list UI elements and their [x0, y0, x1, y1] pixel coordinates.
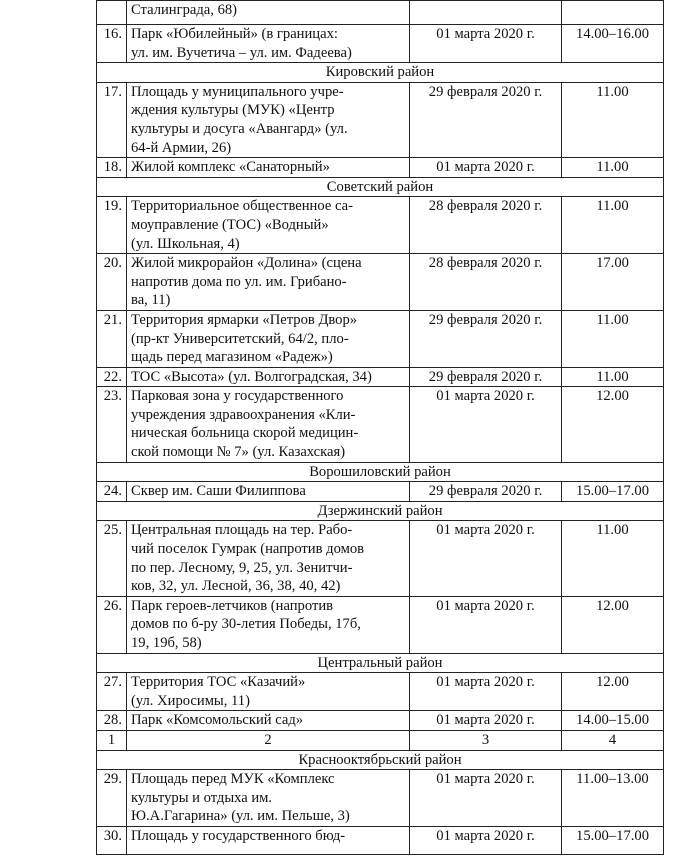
location-cell: Площадь у муниципального учре- ждения культуры (МУК) «Центр культуры и досуга «Авангард» (ул. 64-й Армии, 26)	[127, 82, 410, 157]
location-cell: Центральная площадь на тер. Рабо- чий поселок Гумрак (напротив домов по пер. Лесному, 9, 25, ул. Зенитчи- ков, 32, ул. Лесной, 36, 38, 40, 42)	[127, 521, 410, 596]
row-number-cell: 29.	[97, 770, 127, 827]
district-name: Краснооктябрьский район	[97, 750, 664, 770]
column-number-cell: 2	[127, 730, 410, 750]
district-name: Ворошиловский район	[97, 462, 664, 482]
row-number-cell: 25.	[97, 521, 127, 596]
location-cell: Территория ТОС «Казачий» (ул. Хиросимы, 11)	[127, 673, 410, 711]
row-number-cell: 24.	[97, 482, 127, 502]
date-cell: 29 февраля 2020 г.	[410, 367, 562, 387]
district-name: Центральный район	[97, 653, 664, 673]
time-cell: 17.00	[562, 254, 664, 311]
date-cell: 28 февраля 2020 г.	[410, 254, 562, 311]
row-number-cell: 19.	[97, 197, 127, 254]
date-cell: 01 марта 2020 г.	[410, 25, 562, 63]
location-cell: ТОС «Высота» (ул. Волгоградская, 34)	[127, 367, 410, 387]
date-cell: 28 февраля 2020 г.	[410, 197, 562, 254]
events-schedule-table	[96, 0, 664, 855]
district-name: Советский район	[97, 177, 664, 197]
table-row	[97, 158, 664, 178]
date-cell: 01 марта 2020 г.	[410, 711, 562, 731]
table-row	[97, 25, 664, 63]
date-cell: 29 февраля 2020 г.	[410, 310, 562, 367]
column-number-cell: 3	[410, 730, 562, 750]
table-row	[97, 82, 664, 157]
time-cell: 11.00	[562, 521, 664, 596]
location-cell: Парк «Юбилейный» (в границах: ул. им. Вучетича – ул. им. Фадеева)	[127, 25, 410, 63]
row-number-cell: 21.	[97, 310, 127, 367]
table-row	[97, 254, 664, 311]
row-number-cell: 30.	[97, 826, 127, 854]
row-number-cell: 18.	[97, 158, 127, 178]
date-cell: 01 марта 2020 г.	[410, 770, 562, 827]
row-number-cell: 17.	[97, 82, 127, 157]
date-cell: 29 февраля 2020 г.	[410, 482, 562, 502]
date-cell: 01 марта 2020 г.	[410, 596, 562, 653]
time-cell: 11.00	[562, 82, 664, 157]
district-row	[97, 63, 664, 83]
table-body	[97, 1, 664, 855]
time-cell: 14.00–15.00	[562, 711, 664, 731]
column-number-cell: 1	[97, 730, 127, 750]
location-cell: Парковая зона у государственного учреждения здравоохранения «Кли- ническая больница скорой медицин- ской помощи № 7» (ул. Казахская)	[127, 387, 410, 462]
time-cell: 11.00	[562, 197, 664, 254]
row-number-cell: 22.	[97, 367, 127, 387]
location-cell: Парк героев-летчиков (напротив домов по б-ру 30-летия Победы, 17б, 19, 19б, 58)	[127, 596, 410, 653]
date-cell: 01 марта 2020 г.	[410, 826, 562, 854]
district-row	[97, 653, 664, 673]
table-row	[97, 826, 664, 854]
table-row	[97, 1, 664, 25]
time-cell: 15.00–17.00	[562, 826, 664, 854]
location-cell: Площадь перед МУК «Комплекс культуры и отдыха им. Ю.А.Гагарина» (ул. им. Пельше, 3)	[127, 770, 410, 827]
time-cell: 15.00–17.00	[562, 482, 664, 502]
location-cell: Жилой микрорайон «Долина» (сцена напротив дома по ул. им. Грибано- ва, 11)	[127, 254, 410, 311]
time-cell: 12.00	[562, 596, 664, 653]
location-cell: Жилой комплекс «Санаторный»	[127, 158, 410, 178]
table-row	[97, 367, 664, 387]
row-number-cell: 23.	[97, 387, 127, 462]
time-cell: 11.00–13.00	[562, 770, 664, 827]
date-cell: 29 февраля 2020 г.	[410, 82, 562, 157]
location-cell: Парк «Комсомольский сад»	[127, 711, 410, 731]
date-cell: 01 марта 2020 г.	[410, 673, 562, 711]
table-row	[97, 387, 664, 462]
date-cell: 01 марта 2020 г.	[410, 521, 562, 596]
time-cell: 12.00	[562, 673, 664, 711]
table-row	[97, 310, 664, 367]
location-cell: Территория ярмарки «Петров Двор» (пр-кт Университетский, 64/2, пло- щадь перед магазином «Радеж»)	[127, 310, 410, 367]
table-row	[97, 711, 664, 731]
time-cell: 14.00–16.00	[562, 25, 664, 63]
date-cell: 01 марта 2020 г.	[410, 387, 562, 462]
column-number-cell: 4	[562, 730, 664, 750]
date-cell: 01 марта 2020 г.	[410, 158, 562, 178]
row-number-cell: 26.	[97, 596, 127, 653]
column-number-row	[97, 730, 664, 750]
time-cell: 11.00	[562, 310, 664, 367]
table-row	[97, 197, 664, 254]
district-row	[97, 501, 664, 521]
time-cell: 12.00	[562, 387, 664, 462]
district-name: Кировский район	[97, 63, 664, 83]
location-cell: Сквер им. Саши Филиппова	[127, 482, 410, 502]
district-row	[97, 462, 664, 482]
row-number-cell	[97, 1, 127, 25]
table-row	[97, 482, 664, 502]
row-number-cell: 20.	[97, 254, 127, 311]
date-cell	[410, 1, 562, 25]
time-cell	[562, 1, 664, 25]
row-number-cell: 16.	[97, 25, 127, 63]
time-cell: 11.00	[562, 158, 664, 178]
table-row	[97, 770, 664, 827]
location-cell: Территориальное общественное са- моуправление (ТОС) «Водный» (ул. Школьная, 4)	[127, 197, 410, 254]
district-row	[97, 750, 664, 770]
table-row	[97, 521, 664, 596]
time-cell: 11.00	[562, 367, 664, 387]
row-number-cell: 27.	[97, 673, 127, 711]
location-cell: Сталинграда, 68)	[127, 1, 410, 25]
location-cell: Площадь у государственного бюд-	[127, 826, 410, 854]
district-row	[97, 177, 664, 197]
table-row	[97, 673, 664, 711]
row-number-cell: 28.	[97, 711, 127, 731]
district-name: Дзержинский район	[97, 501, 664, 521]
table-row	[97, 596, 664, 653]
